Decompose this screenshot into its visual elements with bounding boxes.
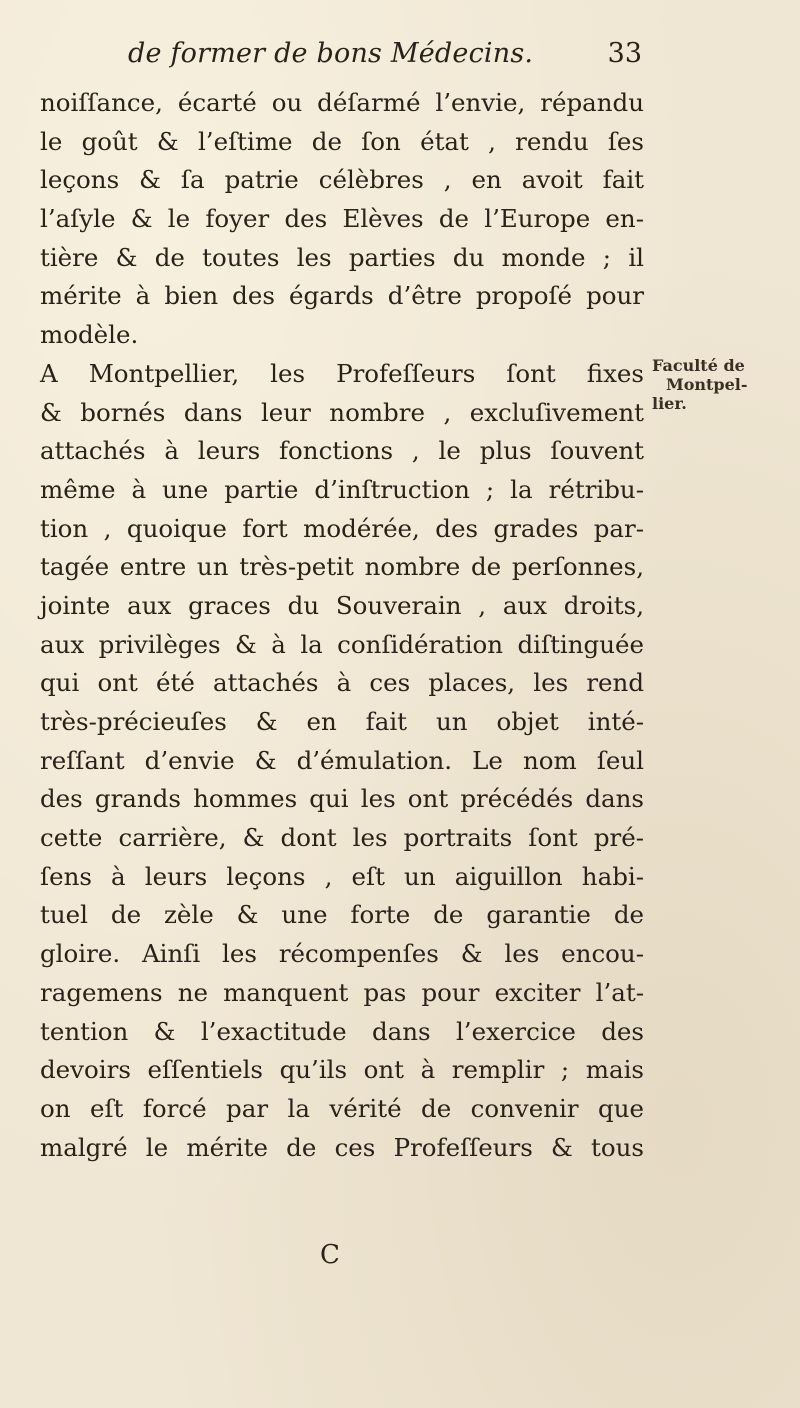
text-line: attachés à leurs fonctions , le plus ſouvent	[40, 436, 644, 466]
text-line: qui ont été attachés à ces places, les rend	[40, 668, 644, 698]
text-line: tière & de toutes les parties du monde ; il	[40, 242, 644, 272]
text-line: modèle.	[40, 320, 139, 350]
margin-note-line: Faculté de	[652, 356, 745, 375]
text-line: jointe aux graces du Souverain , aux droits,	[40, 590, 644, 620]
text-line: le goût & l’eſtime de ſon état , rendu ſes	[40, 126, 644, 156]
body-text	[40, 84, 644, 1167]
text-line: tuel de zèle & une forte de garantie de	[40, 900, 644, 930]
text-line: on eſt forcé par la vérité de convenir que	[40, 1093, 644, 1123]
page-number: 33	[607, 38, 642, 69]
text-line: même à une partie d’inſtruction ; la rétribu-	[40, 474, 644, 504]
text-line: des grands hommes qui les ont précédés dans	[40, 784, 644, 814]
running-head	[120, 38, 642, 78]
signature-mark: C	[320, 1240, 340, 1270]
text-line: aux privilèges & à la conſidération diſtinguée	[40, 629, 644, 659]
running-title: de former de bons Médecins.	[128, 38, 534, 69]
text-line: & bornés dans leur nombre , excluſivement	[40, 397, 644, 427]
text-line: l’aſyle & le foyer des Elèves de l’Europe en-	[40, 204, 644, 234]
text-line: ſens à leurs leçons , eſt un aiguillon habi-	[40, 861, 644, 891]
text-line: malgré le mérite de ces Profeſſeurs & tous	[40, 1132, 644, 1162]
text-line: ragemens ne manquent pas pour exciter l’at-	[40, 977, 644, 1007]
margin-note	[652, 356, 752, 413]
text-line: gloire. Ainſi les récompenſes & les encou-	[40, 939, 644, 969]
text-line: tention & l’exactitude dans l’exercice des	[40, 1016, 644, 1046]
text-line: reſſant d’envie & d’émulation. Le nom ſeul	[40, 745, 644, 775]
margin-note-line: lier.	[652, 394, 687, 413]
margin-note-line: Montpel-	[666, 375, 748, 394]
text-line: tagée entre un très-petit nombre de perſonnes,	[40, 552, 644, 582]
text-line: cette carrière, & dont les portraits ſont pré-	[40, 823, 644, 853]
text-line: devoirs eſſentiels qu’ils ont à remplir ; mais	[40, 1055, 644, 1085]
text-line: leçons & ſa patrie célèbres , en avoit fait	[40, 165, 644, 195]
text-line: A Montpellier, les Profeſſeurs ſont fixes	[40, 358, 644, 388]
text-line: noiſſance, écarté ou déſarmé l’envie, répandu	[40, 88, 644, 117]
text-line: tion , quoique fort modérée, des grades par-	[40, 513, 644, 543]
text-line: mérite à bien des égards d’être propoſé pour	[40, 281, 644, 311]
text-line: très-précieuſes & en fait un objet inté-	[40, 707, 644, 736]
